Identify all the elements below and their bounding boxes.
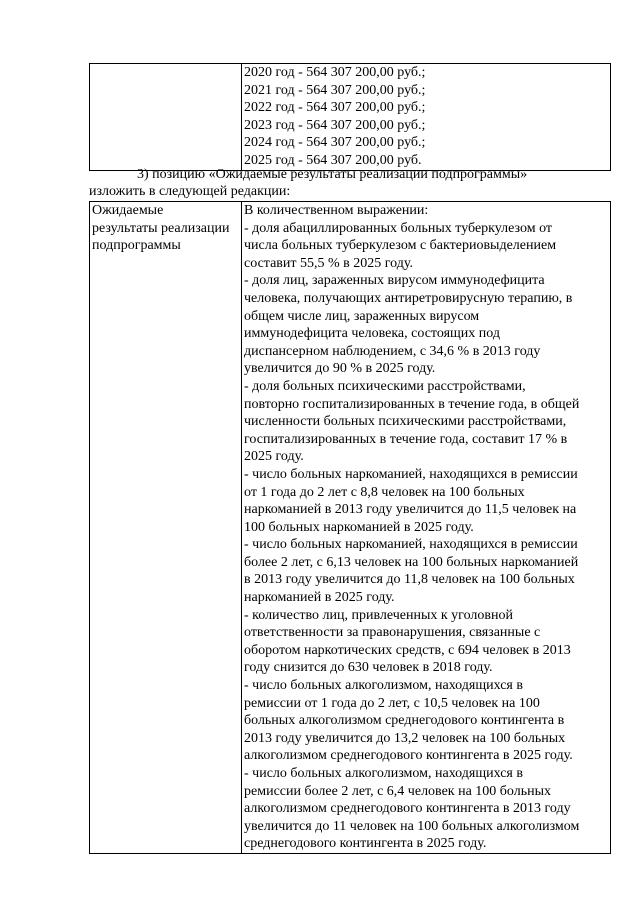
results-text-line: госпитализированных в течение года, составит 17 % в [244, 431, 568, 447]
funding-values-cell [242, 64, 611, 171]
results-text-line: - доля абациллированных больных туберкулезом от [244, 220, 552, 236]
funding-year-line: 2023 год - 564 307 200,00 руб.; [244, 117, 426, 133]
results-text-line: повторно госпитализированных в течение года, в общей [244, 396, 580, 412]
results-text-line: ремиссии от 1 года до 2 лет, с 10,5 человек на 100 [244, 695, 540, 711]
results-label-line: Ожидаемые [92, 203, 164, 218]
results-text-line: численности больных психическими расстройствами, [244, 414, 567, 430]
results-text-line: от 1 года до 2 лет с 8,8 человек на 100 больных [244, 484, 525, 500]
funding-year-line: 2021 год - 564 307 200,00 руб.; [244, 82, 426, 98]
results-text-line: - количество лиц, привлеченных к уголовной [244, 607, 513, 623]
results-text-line: числа больных туберкулезом с бактериовыделением [244, 238, 557, 254]
results-text-line: ремиссии более 2 лет, с 6,4 человек на 100 больных [244, 783, 552, 799]
results-text-line: больных алкоголизмом среднегодового контингента в [244, 713, 565, 729]
funding-year-line: 2022 год - 564 307 200,00 руб.; [244, 100, 426, 116]
results-text-line: - число больных наркоманией, находящихся в ремиссии [244, 537, 578, 553]
results-label-line: результаты реализации [92, 220, 230, 236]
results-text-line: увеличится до 90 % в 2025 году. [244, 361, 436, 377]
results-text-line: наркоманией в 2025 году. [244, 590, 395, 606]
results-text-line: оборотом наркотических средств, с 694 человек в 2013 [244, 642, 571, 658]
results-text-line: увеличится до 11 человек на 100 больных алкоголизмом [244, 818, 580, 834]
results-text-cell [242, 202, 611, 854]
funding-table [89, 63, 611, 171]
results-text-line: 2013 году увеличится до 13,2 человек на 100 больных [244, 730, 566, 746]
table-row [90, 202, 611, 854]
table-row [90, 64, 611, 171]
funding-label-cell [90, 64, 242, 171]
results-text-line: 100 больных наркоманией в 2025 году. [244, 519, 474, 535]
results-text-line: - доля больных психическими расстройствами, [244, 378, 526, 394]
results-text-line: составит 55,5 % в 2025 году. [244, 255, 413, 271]
results-text-line: человека, получающих антиретровирусную терапию, в [244, 290, 573, 306]
results-text-line: наркоманией в 2013 году увеличится до 11,5 человек на [244, 502, 577, 518]
funding-year-line: 2024 год - 564 307 200,00 руб.; [244, 135, 426, 151]
results-text-line: диспансерном наблюдением, с 34,6 % в 2013 году [244, 343, 541, 359]
results-text-line: в 2013 году увеличится до 11,8 человек на 100 больных [244, 572, 575, 588]
results-label-line: подпрограммы [92, 238, 181, 254]
results-text-line: году снизится до 630 человек в 2018 году. [244, 660, 493, 676]
results-text-line: общем числе лиц, зараженных вирусом [244, 308, 480, 324]
results-text-line: - число больных алкоголизмом, находящихся в [244, 766, 523, 781]
results-text-line: алкоголизмом среднегодового контингента в 2013 году [244, 801, 571, 817]
instruction-line: изложить в следующей редакции: [89, 184, 291, 199]
results-text-line: - число больных наркоманией, находящихся в ремиссии [244, 466, 578, 482]
results-text-line: - число больных алкоголизмом, находящихся в [244, 678, 523, 694]
results-text-line: алкоголизмом среднегодового контингента в 2025 году. [244, 748, 573, 764]
results-text-line: - доля лиц, зараженных вирусом иммунодефицита [244, 273, 545, 289]
results-table [89, 201, 611, 854]
results-text-line: 2025 году. [244, 449, 304, 465]
funding-year-line: 2020 год - 564 307 200,00 руб.; [244, 65, 426, 80]
results-text-line: иммунодефицита человека, состоящих под [244, 326, 501, 342]
funding-year-line: 2025 год - 564 307 200,00 руб. [244, 152, 422, 168]
results-text-line: В количественном выражении: [244, 203, 429, 218]
instruction-line: 3) позицию «Ожидаемые результаты реализации подпрограммы» [137, 167, 528, 182]
results-text-line: ответственности за правонарушения, связанные с [244, 625, 541, 641]
results-text-line: среднегодового контингента в 2025 году. [244, 836, 487, 852]
results-text-line: более 2 лет, с 6,13 человек на 100 больных наркоманией [244, 554, 579, 570]
results-label-cell [90, 202, 242, 854]
